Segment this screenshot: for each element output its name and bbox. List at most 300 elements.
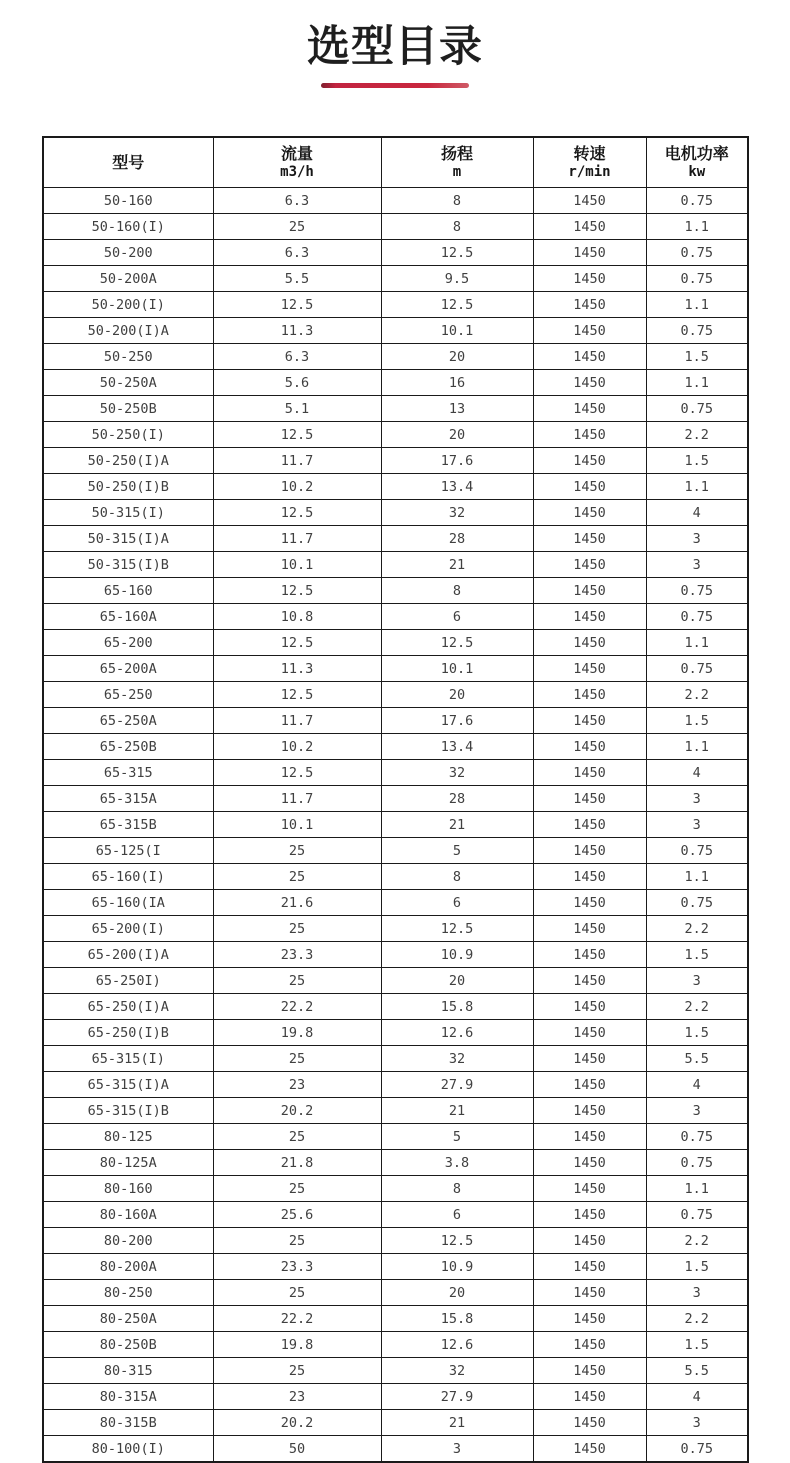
col-header-speed-unit: r/min — [568, 164, 611, 181]
flow-cell: 22.2 — [213, 1306, 381, 1332]
power-cell: 2.2 — [646, 916, 748, 942]
flow-cell: 10.1 — [213, 552, 381, 578]
speed-cell: 1450 — [533, 1280, 646, 1306]
head-cell: 10.9 — [381, 1254, 533, 1280]
table-row — [43, 318, 748, 344]
model-cell: 65-250B — [43, 734, 213, 760]
speed-cell: 1450 — [533, 526, 646, 552]
model-cell: 65-160(IA — [43, 890, 213, 916]
speed-cell: 1450 — [533, 734, 646, 760]
model-cell: 50-200 — [43, 240, 213, 266]
flow-cell: 5.6 — [213, 370, 381, 396]
speed-cell: 1450 — [533, 916, 646, 942]
power-cell: 1.5 — [646, 1254, 748, 1280]
flow-cell: 10.2 — [213, 474, 381, 500]
table-row — [43, 1280, 748, 1306]
head-cell: 15.8 — [381, 994, 533, 1020]
head-cell: 21 — [381, 812, 533, 838]
model-cell: 80-250B — [43, 1332, 213, 1358]
power-cell: 1.1 — [646, 292, 748, 318]
table-row — [43, 838, 748, 864]
table-body — [43, 188, 748, 1463]
table-row — [43, 994, 748, 1020]
speed-cell: 1450 — [533, 552, 646, 578]
table-row — [43, 1202, 748, 1228]
model-cell: 65-250I) — [43, 968, 213, 994]
power-cell: 1.1 — [646, 1176, 748, 1202]
model-cell: 80-315A — [43, 1384, 213, 1410]
power-cell: 3 — [646, 968, 748, 994]
model-cell: 80-125 — [43, 1124, 213, 1150]
table-row — [43, 552, 748, 578]
flow-cell: 25 — [213, 214, 381, 240]
speed-cell: 1450 — [533, 1228, 646, 1254]
power-cell: 1.5 — [646, 344, 748, 370]
table-row — [43, 1436, 748, 1463]
table-row — [43, 1072, 748, 1098]
table-row — [43, 526, 748, 552]
head-cell: 8 — [381, 1176, 533, 1202]
table-row — [43, 968, 748, 994]
col-header-model — [43, 137, 213, 188]
table-row — [43, 708, 748, 734]
col-header-head-label: 扬程 — [440, 144, 473, 164]
speed-cell: 1450 — [533, 760, 646, 786]
head-cell: 8 — [381, 578, 533, 604]
table-row — [43, 682, 748, 708]
power-cell: 3 — [646, 1410, 748, 1436]
head-cell: 12.6 — [381, 1020, 533, 1046]
table-row — [43, 630, 748, 656]
flow-cell: 12.5 — [213, 422, 381, 448]
model-cell: 50-200A — [43, 266, 213, 292]
model-cell: 65-315 — [43, 760, 213, 786]
power-cell: 0.75 — [646, 890, 748, 916]
table-row — [43, 240, 748, 266]
flow-cell: 11.3 — [213, 318, 381, 344]
power-cell: 0.75 — [646, 578, 748, 604]
speed-cell: 1450 — [533, 812, 646, 838]
head-cell: 12.5 — [381, 1228, 533, 1254]
power-cell: 1.5 — [646, 1332, 748, 1358]
flow-cell: 12.5 — [213, 500, 381, 526]
flow-cell: 21.6 — [213, 890, 381, 916]
flow-cell: 23.3 — [213, 1254, 381, 1280]
flow-cell: 6.3 — [213, 344, 381, 370]
speed-cell: 1450 — [533, 422, 646, 448]
speed-cell: 1450 — [533, 1098, 646, 1124]
speed-cell: 1450 — [533, 1306, 646, 1332]
power-cell: 4 — [646, 1072, 748, 1098]
page-title: 选型目录 — [307, 22, 483, 72]
power-cell: 3 — [646, 812, 748, 838]
speed-cell: 1450 — [533, 838, 646, 864]
model-cell: 80-315 — [43, 1358, 213, 1384]
flow-cell: 12.5 — [213, 760, 381, 786]
model-cell: 80-200 — [43, 1228, 213, 1254]
table-row — [43, 1410, 748, 1436]
table-header-row — [43, 137, 748, 188]
table-row — [43, 864, 748, 890]
flow-cell: 12.5 — [213, 682, 381, 708]
power-cell: 3 — [646, 786, 748, 812]
head-cell: 16 — [381, 370, 533, 396]
head-cell: 6 — [381, 1202, 533, 1228]
power-cell: 1.1 — [646, 864, 748, 890]
speed-cell: 1450 — [533, 318, 646, 344]
flow-cell: 11.7 — [213, 526, 381, 552]
power-cell: 2.2 — [646, 422, 748, 448]
model-cell: 65-160A — [43, 604, 213, 630]
power-cell: 1.5 — [646, 942, 748, 968]
power-cell: 2.2 — [646, 1228, 748, 1254]
speed-cell: 1450 — [533, 396, 646, 422]
flow-cell: 19.8 — [213, 1332, 381, 1358]
table-row — [43, 1046, 748, 1072]
head-cell: 32 — [381, 760, 533, 786]
model-cell: 65-160(I) — [43, 864, 213, 890]
power-cell: 0.75 — [646, 1436, 748, 1463]
flow-cell: 25 — [213, 1228, 381, 1254]
power-cell: 5.5 — [646, 1358, 748, 1384]
col-header-speed — [533, 137, 646, 188]
model-cell: 50-315(I) — [43, 500, 213, 526]
power-cell: 5.5 — [646, 1046, 748, 1072]
model-cell: 80-100(I) — [43, 1436, 213, 1463]
flow-cell: 25 — [213, 864, 381, 890]
flow-cell: 12.5 — [213, 630, 381, 656]
power-cell: 1.1 — [646, 214, 748, 240]
table-row — [43, 1228, 748, 1254]
model-cell: 65-200A — [43, 656, 213, 682]
title-underline-decoration — [321, 83, 469, 88]
flow-cell: 10.2 — [213, 734, 381, 760]
table-row — [43, 1020, 748, 1046]
model-cell: 80-200A — [43, 1254, 213, 1280]
table-row — [43, 890, 748, 916]
head-cell: 20 — [381, 682, 533, 708]
speed-cell: 1450 — [533, 630, 646, 656]
flow-cell: 5.1 — [213, 396, 381, 422]
head-cell: 12.5 — [381, 240, 533, 266]
flow-cell: 25 — [213, 1124, 381, 1150]
flow-cell: 25 — [213, 968, 381, 994]
table-row — [43, 1124, 748, 1150]
speed-cell: 1450 — [533, 1150, 646, 1176]
flow-cell: 6.3 — [213, 240, 381, 266]
head-cell: 32 — [381, 1358, 533, 1384]
selection-table — [42, 136, 749, 1463]
power-cell: 0.75 — [646, 838, 748, 864]
model-cell: 50-250(I)A — [43, 448, 213, 474]
power-cell: 0.75 — [646, 318, 748, 344]
table-row — [43, 448, 748, 474]
power-cell: 1.5 — [646, 1020, 748, 1046]
speed-cell: 1450 — [533, 500, 646, 526]
col-header-speed-label: 转速 — [573, 144, 606, 164]
flow-cell: 5.5 — [213, 266, 381, 292]
head-cell: 17.6 — [381, 448, 533, 474]
speed-cell: 1450 — [533, 786, 646, 812]
speed-cell: 1450 — [533, 578, 646, 604]
table-row — [43, 812, 748, 838]
speed-cell: 1450 — [533, 656, 646, 682]
table-row — [43, 422, 748, 448]
head-cell: 13.4 — [381, 734, 533, 760]
head-cell: 5 — [381, 838, 533, 864]
model-cell: 50-315(I)B — [43, 552, 213, 578]
model-cell: 50-160(I) — [43, 214, 213, 240]
speed-cell: 1450 — [533, 1410, 646, 1436]
power-cell: 0.75 — [646, 1124, 748, 1150]
head-cell: 28 — [381, 786, 533, 812]
flow-cell: 10.8 — [213, 604, 381, 630]
power-cell: 4 — [646, 500, 748, 526]
table-row — [43, 1306, 748, 1332]
head-cell: 12.5 — [381, 630, 533, 656]
speed-cell: 1450 — [533, 1384, 646, 1410]
model-cell: 80-315B — [43, 1410, 213, 1436]
head-cell: 8 — [381, 188, 533, 214]
table-row — [43, 1176, 748, 1202]
model-cell: 80-250 — [43, 1280, 213, 1306]
table-row — [43, 1358, 748, 1384]
head-cell: 21 — [381, 552, 533, 578]
head-cell: 6 — [381, 604, 533, 630]
flow-cell: 23 — [213, 1384, 381, 1410]
table-row — [43, 1384, 748, 1410]
model-cell: 50-250(I) — [43, 422, 213, 448]
head-cell: 32 — [381, 1046, 533, 1072]
table-row — [43, 578, 748, 604]
model-cell: 65-315(I)A — [43, 1072, 213, 1098]
power-cell: 0.75 — [646, 604, 748, 630]
flow-cell: 19.8 — [213, 1020, 381, 1046]
flow-cell: 25 — [213, 916, 381, 942]
speed-cell: 1450 — [533, 1332, 646, 1358]
flow-cell: 10.1 — [213, 812, 381, 838]
head-cell: 27.9 — [381, 1384, 533, 1410]
power-cell: 2.2 — [646, 994, 748, 1020]
power-cell: 0.75 — [646, 188, 748, 214]
model-cell: 50-200(I) — [43, 292, 213, 318]
head-cell: 13 — [381, 396, 533, 422]
table-row — [43, 656, 748, 682]
power-cell: 1.5 — [646, 708, 748, 734]
power-cell: 0.75 — [646, 1150, 748, 1176]
model-cell: 50-250A — [43, 370, 213, 396]
power-cell: 1.5 — [646, 448, 748, 474]
speed-cell: 1450 — [533, 1436, 646, 1463]
head-cell: 12.5 — [381, 916, 533, 942]
head-cell: 5 — [381, 1124, 533, 1150]
table-row — [43, 1332, 748, 1358]
col-header-flow-label: 流量 — [280, 144, 313, 164]
power-cell: 1.1 — [646, 630, 748, 656]
table-row — [43, 214, 748, 240]
flow-cell: 20.2 — [213, 1098, 381, 1124]
model-cell: 65-200(I)A — [43, 942, 213, 968]
col-header-power — [646, 137, 748, 188]
model-cell: 65-160 — [43, 578, 213, 604]
model-cell: 80-250A — [43, 1306, 213, 1332]
flow-cell: 21.8 — [213, 1150, 381, 1176]
table-row — [43, 396, 748, 422]
col-header-power-label: 电机功率 — [664, 144, 729, 164]
speed-cell: 1450 — [533, 214, 646, 240]
head-cell: 20 — [381, 344, 533, 370]
flow-cell: 25 — [213, 1358, 381, 1384]
table-row — [43, 344, 748, 370]
head-cell: 10.9 — [381, 942, 533, 968]
flow-cell: 11.7 — [213, 708, 381, 734]
speed-cell: 1450 — [533, 188, 646, 214]
power-cell: 4 — [646, 760, 748, 786]
speed-cell: 1450 — [533, 890, 646, 916]
power-cell: 0.75 — [646, 240, 748, 266]
model-cell: 50-250(I)B — [43, 474, 213, 500]
table-row — [43, 474, 748, 500]
head-cell: 12.6 — [381, 1332, 533, 1358]
model-cell: 80-125A — [43, 1150, 213, 1176]
table-row — [43, 370, 748, 396]
speed-cell: 1450 — [533, 370, 646, 396]
flow-cell: 25 — [213, 1046, 381, 1072]
head-cell: 8 — [381, 864, 533, 890]
model-cell: 65-200(I) — [43, 916, 213, 942]
model-cell: 80-160 — [43, 1176, 213, 1202]
model-cell: 65-250(I)B — [43, 1020, 213, 1046]
power-cell: 0.75 — [646, 656, 748, 682]
col-header-head — [381, 137, 533, 188]
model-cell: 65-250A — [43, 708, 213, 734]
speed-cell: 1450 — [533, 1124, 646, 1150]
power-cell: 4 — [646, 1384, 748, 1410]
flow-cell: 12.5 — [213, 578, 381, 604]
power-cell: 3 — [646, 1098, 748, 1124]
head-cell: 3 — [381, 1436, 533, 1463]
speed-cell: 1450 — [533, 266, 646, 292]
table-row — [43, 1150, 748, 1176]
power-cell: 0.75 — [646, 266, 748, 292]
head-cell: 20 — [381, 422, 533, 448]
power-cell: 0.75 — [646, 396, 748, 422]
head-cell: 13.4 — [381, 474, 533, 500]
model-cell: 65-125(I — [43, 838, 213, 864]
speed-cell: 1450 — [533, 1046, 646, 1072]
flow-cell: 23.3 — [213, 942, 381, 968]
flow-cell: 50 — [213, 1436, 381, 1463]
speed-cell: 1450 — [533, 1358, 646, 1384]
power-cell: 3 — [646, 1280, 748, 1306]
col-header-model-label: 型号 — [112, 152, 145, 172]
head-cell: 27.9 — [381, 1072, 533, 1098]
flow-cell: 25 — [213, 1176, 381, 1202]
speed-cell: 1450 — [533, 240, 646, 266]
head-cell: 3.8 — [381, 1150, 533, 1176]
head-cell: 15.8 — [381, 1306, 533, 1332]
flow-cell: 12.5 — [213, 292, 381, 318]
col-header-flow-unit: m3/h — [280, 164, 314, 181]
model-cell: 65-250 — [43, 682, 213, 708]
power-cell: 2.2 — [646, 1306, 748, 1332]
power-cell: 3 — [646, 552, 748, 578]
model-cell: 50-250B — [43, 396, 213, 422]
table-row — [43, 292, 748, 318]
head-cell: 20 — [381, 968, 533, 994]
model-cell: 65-250(I)A — [43, 994, 213, 1020]
speed-cell: 1450 — [533, 448, 646, 474]
speed-cell: 1450 — [533, 1072, 646, 1098]
model-cell: 50-160 — [43, 188, 213, 214]
model-cell: 50-315(I)A — [43, 526, 213, 552]
power-cell: 1.1 — [646, 734, 748, 760]
flow-cell: 25.6 — [213, 1202, 381, 1228]
head-cell: 21 — [381, 1410, 533, 1436]
speed-cell: 1450 — [533, 1254, 646, 1280]
power-cell: 1.1 — [646, 370, 748, 396]
speed-cell: 1450 — [533, 604, 646, 630]
head-cell: 21 — [381, 1098, 533, 1124]
speed-cell: 1450 — [533, 942, 646, 968]
speed-cell: 1450 — [533, 1176, 646, 1202]
speed-cell: 1450 — [533, 1202, 646, 1228]
speed-cell: 1450 — [533, 1020, 646, 1046]
speed-cell: 1450 — [533, 708, 646, 734]
flow-cell: 11.7 — [213, 448, 381, 474]
head-cell: 10.1 — [381, 318, 533, 344]
head-cell: 20 — [381, 1280, 533, 1306]
table-row — [43, 916, 748, 942]
flow-cell: 25 — [213, 1280, 381, 1306]
table-row — [43, 734, 748, 760]
power-cell: 3 — [646, 526, 748, 552]
flow-cell: 20.2 — [213, 1410, 381, 1436]
power-cell: 2.2 — [646, 682, 748, 708]
col-header-head-unit: m — [452, 164, 462, 181]
model-cell: 50-200(I)A — [43, 318, 213, 344]
head-cell: 28 — [381, 526, 533, 552]
head-cell: 12.5 — [381, 292, 533, 318]
model-cell: 65-315A — [43, 786, 213, 812]
flow-cell: 25 — [213, 838, 381, 864]
table-row — [43, 942, 748, 968]
head-cell: 10.1 — [381, 656, 533, 682]
table-header — [43, 137, 748, 188]
table-row — [43, 1098, 748, 1124]
table-row — [43, 760, 748, 786]
flow-cell: 11.7 — [213, 786, 381, 812]
power-cell: 1.1 — [646, 474, 748, 500]
table-row — [43, 500, 748, 526]
table-row — [43, 266, 748, 292]
speed-cell: 1450 — [533, 994, 646, 1020]
col-header-power-unit: kw — [688, 164, 706, 181]
model-cell: 65-315B — [43, 812, 213, 838]
col-header-flow — [213, 137, 381, 188]
speed-cell: 1450 — [533, 474, 646, 500]
flow-cell: 6.3 — [213, 188, 381, 214]
table-row — [43, 604, 748, 630]
table-row — [43, 1254, 748, 1280]
speed-cell: 1450 — [533, 968, 646, 994]
model-cell: 65-200 — [43, 630, 213, 656]
model-cell: 80-160A — [43, 1202, 213, 1228]
speed-cell: 1450 — [533, 682, 646, 708]
power-cell: 0.75 — [646, 1202, 748, 1228]
speed-cell: 1450 — [533, 864, 646, 890]
head-cell: 8 — [381, 214, 533, 240]
